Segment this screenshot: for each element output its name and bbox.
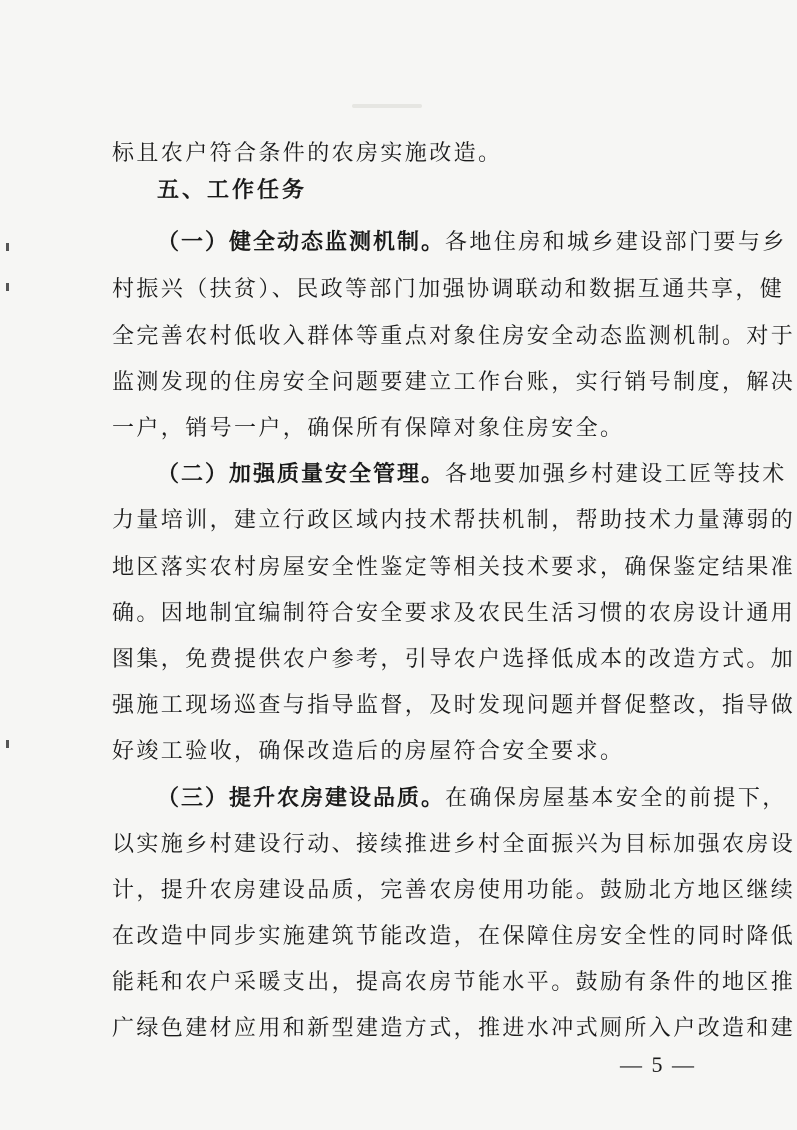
paragraph-line: 以实施乡村建设行动、接续推进乡村全面振兴为目标加强农房设 [112, 832, 796, 857]
paragraph-line: 确。因地制宜编制符合安全要求及农民生活习惯的农房设计通用 [112, 601, 796, 626]
paragraph-text: 各地要加强乡村建设工匠等技术 [445, 462, 787, 487]
paragraph-line: 强施工现场巡查与指导监督，及时发现问题并督促整改，指导做 [112, 693, 796, 718]
paragraph-text: 各地住房和城乡建设部门要与乡 [445, 230, 787, 255]
paragraph-line: 地区落实农村房屋安全性鉴定等相关技术要求，确保鉴定结果准 [112, 555, 796, 580]
binding-mark [6, 740, 9, 748]
binding-mark [6, 283, 9, 291]
paragraph-line [157, 460, 787, 490]
paragraph-line: 图集，免费提供农户参考，引导农户选择低成本的改造方式。加 [112, 647, 796, 672]
paragraph-line: 标且农户符合条件的农房实施改造。 [112, 141, 503, 166]
binding-mark [6, 243, 9, 251]
paragraph-line: 全完善农村低收入群体等重点对象住房安全动态监测机制。对于 [112, 324, 796, 349]
paragraph-line: 村振兴（扶贫）、民政等部门加强协调联动和数据互通共享，健 [112, 277, 785, 302]
paragraph-line: 能耗和农户采暖支出，提高农房节能水平。鼓励有条件的地区推 [112, 970, 796, 995]
subsection-title: （一）健全动态监测机制。 [157, 230, 446, 255]
paragraph-line: 广绿色建材应用和新型建造方式，推进水冲式厕所入户改造和建 [112, 1016, 796, 1041]
paragraph-line: 在改造中同步实施建筑节能改造，在保障住房安全性的同时降低 [112, 924, 796, 949]
paragraph-line: 计，提升农房建设品质，完善农房使用功能。鼓励北方地区继续 [112, 878, 796, 903]
paragraph-line [157, 784, 787, 814]
subsection-title: （三）提升农房建设品质。 [157, 786, 446, 811]
scan-artifact [352, 104, 422, 108]
paragraph-line: 监测发现的住房安全问题要建立工作台账，实行销号制度，解决 [112, 370, 796, 395]
paragraph-line [157, 228, 787, 258]
paragraph-line: 好竣工验收，确保改造后的房屋符合安全要求。 [112, 739, 625, 764]
paragraph-line: 一户，销号一户，确保所有保障对象住房安全。 [112, 416, 625, 441]
page-number: — 5 — [620, 1052, 696, 1077]
paragraph-line: 力量培训，建立行政区域内技术帮扶机制，帮助技术力量薄弱的 [112, 508, 796, 533]
paragraph-text: 在确保房屋基本安全的前提下， [445, 786, 787, 811]
subsection-title: （二）加强质量安全管理。 [157, 462, 446, 487]
section-heading: 五、工作任务 [157, 178, 308, 203]
